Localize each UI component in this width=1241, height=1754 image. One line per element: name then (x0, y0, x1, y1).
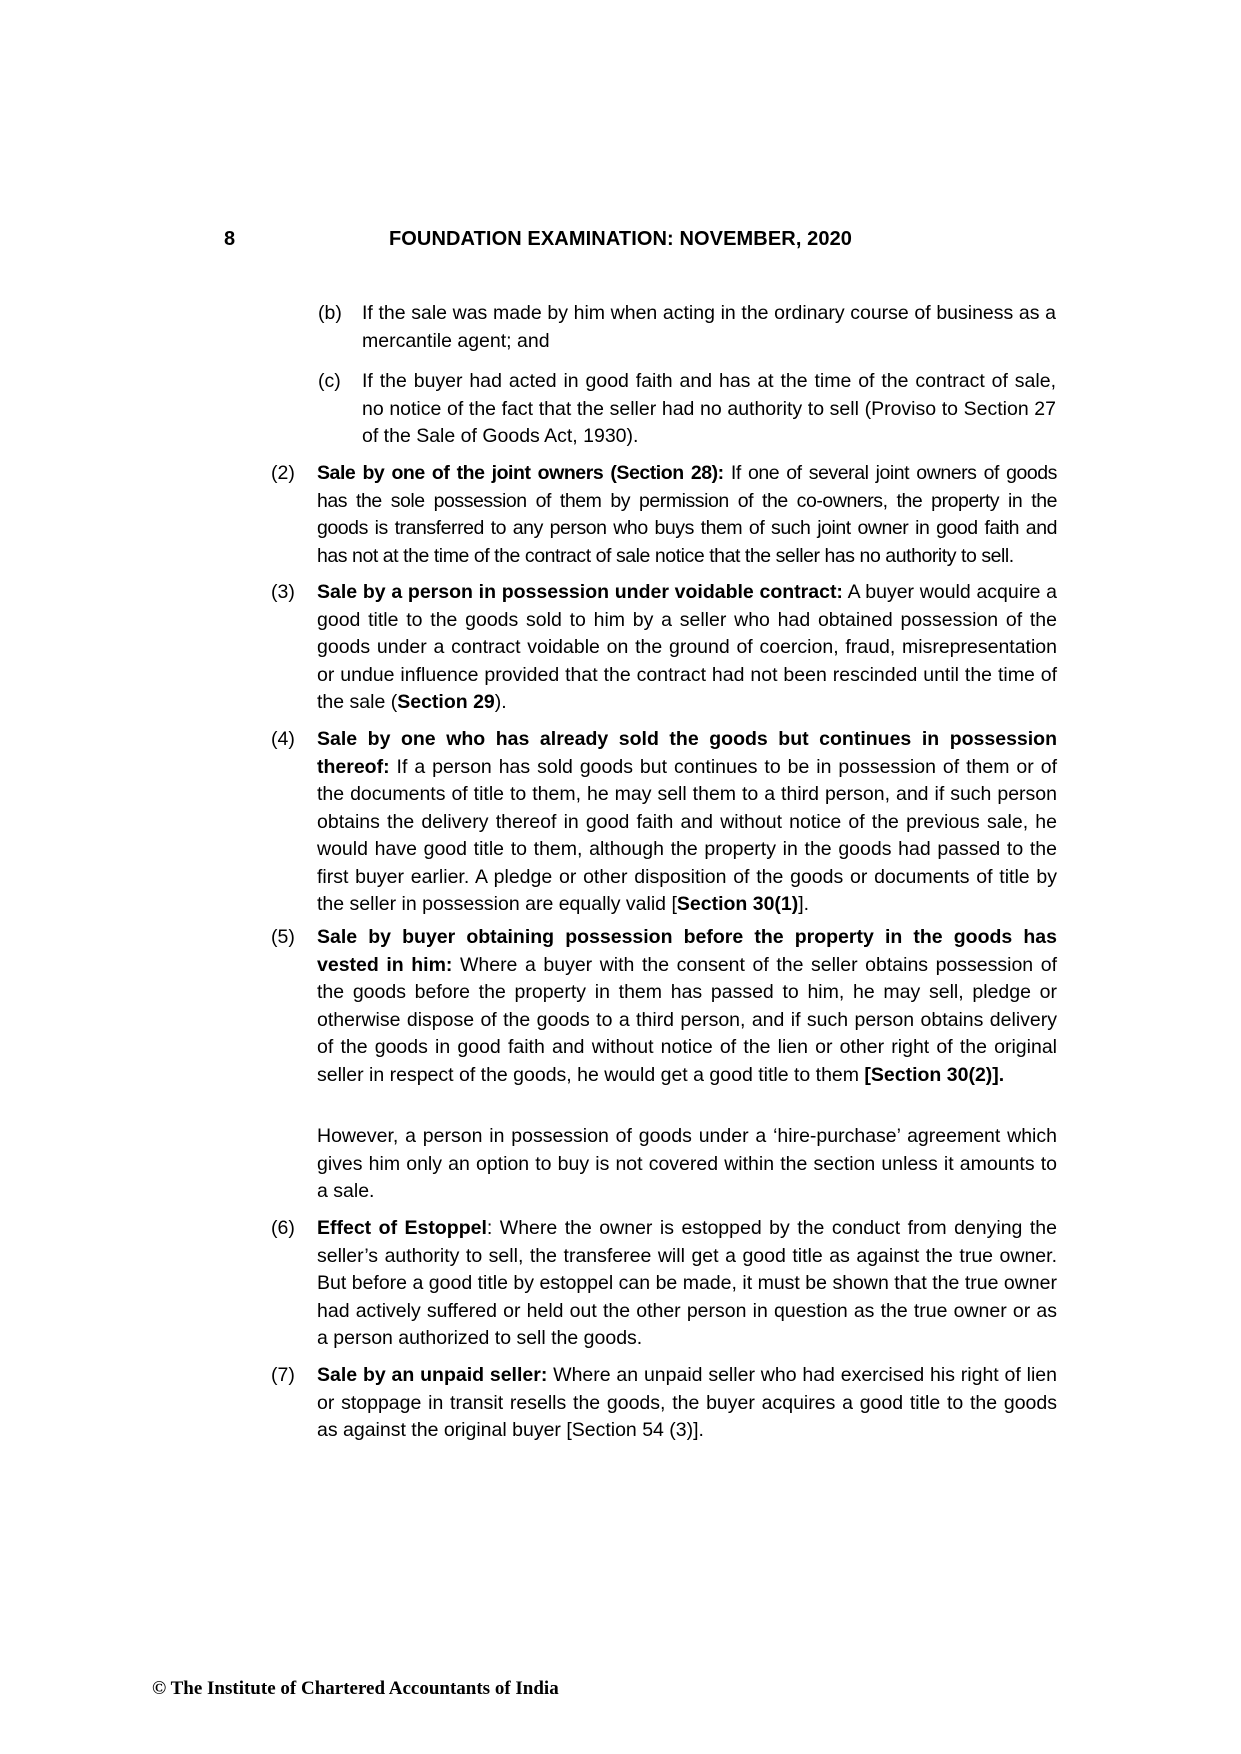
page-header: FOUNDATION EXAMINATION: NOVEMBER, 2020 (388, 228, 853, 250)
item-6 (317, 1215, 1057, 1353)
item-label-5: (5) (271, 926, 295, 948)
item-5-ref: [Section 30(2)]. (864, 1063, 1005, 1086)
item-3 (317, 579, 1057, 717)
item-2 (317, 460, 1057, 570)
item-4-text: If a person has sold goods but continues to be in possession of them or of the documents of title to them, he may sell them to a third person, and if such person obtains the delivery thereof in good faith and without notice of the previous sale, he would have good title to them, although the property in the goods had passed to the first buyer earlier. A pledge or other disposition of the goods or documents of title by the seller in possession are equally valid [ (317, 755, 1057, 915)
item-5-heading: Sale by buyer obtaining possession before the property in the goods has vested in him: (317, 926, 1057, 976)
item-4 (317, 726, 1057, 919)
sub-item-label-b: (b) (318, 302, 342, 324)
item-7 (317, 1362, 1057, 1445)
sub-item-b-text: If the sale was made by him when acting in the ordinary course of business as a mercantile agent; and (362, 302, 1056, 352)
item-5 (317, 924, 1057, 1089)
item-3-ref: Section 29 (397, 691, 495, 713)
item-3-text: A buyer would acquire a good title to the goods sold to him by a seller who had obtained possession of the goods under a contract voidable on the ground of coercion, fraud, misrepresentation or undue influence provided that the contract had not been rescinded until the time of the sale ( (317, 581, 1057, 713)
item-label-3: (3) (271, 581, 295, 603)
item-5-note: However, a person in possession of goods under a ‘hire-purchase’ agreement which gives him only an option to buy is not covered within the section unless it amounts to a sale. (317, 1125, 1057, 1202)
item-5-text: Where a buyer with the consent of the seller obtains possession of the goods before the property in them has passed to him, he may sell, pledge or otherwise dispose of the goods to a third person, and if such person obtains delivery of the goods in good faith and without notice of the lien or other right of the original seller in respect of the goods, he would get a good title to them (317, 953, 1057, 1086)
item-4-ref: Section 30(1) (676, 893, 799, 915)
item-3-tail: ). (494, 691, 507, 713)
item-2-text: If one of several joint owners of goods has the sole possession of them by permission of the co-owners, the property in the goods is transferred to any person who buys them of such joint owner in good faith and has not at the time of the contract of sale notice that the seller has no authority to sell. (317, 462, 1057, 567)
item-7-heading: Sale by an unpaid seller: (317, 1364, 548, 1386)
item-4-heading: Sale by one who has already sold the goods but continues in possession thereof: (317, 728, 1057, 778)
item-label-7: (7) (271, 1364, 295, 1386)
item-label-2: (2) (271, 462, 295, 484)
footer-copyright: © The Institute of Chartered Accountants of India (152, 1678, 559, 1699)
item-label-4: (4) (271, 728, 295, 750)
item-6-text: : Where the owner is estopped by the conduct from denying the seller’s authority to sell, the transferee will get a good title as against the true owner. But before a good title by estoppel can be made, it must be shown that the true owner had actively suffered or held out the other person in question as the true owner or as a person authorized to sell the goods. (317, 1217, 1057, 1349)
sub-item-c-text: If the buyer had acted in good faith and has at the time of the contract of sale, no notice of the fact that the seller had no authority to sell (Proviso to Section 27 of the Sale of Goods Act, 1930). (362, 370, 1056, 447)
sub-item-label-c: (c) (318, 370, 341, 392)
item-4-tail: ]. (798, 893, 810, 915)
page-number: 8 (224, 228, 236, 250)
item-3-heading: Sale by a person in possession under voidable contract: (317, 581, 843, 603)
item-6-heading: Effect of Estoppel (317, 1217, 487, 1239)
item-7-text: Where an unpaid seller who had exercised his right of lien or stoppage in transit resells the goods, the buyer acquires a good title to the goods as against the original buyer [Section 54 (3)]. (317, 1364, 1057, 1441)
item-label-6: (6) (271, 1217, 295, 1239)
item-2-heading: Sale by one of the joint owners (Section 28): (317, 462, 724, 484)
